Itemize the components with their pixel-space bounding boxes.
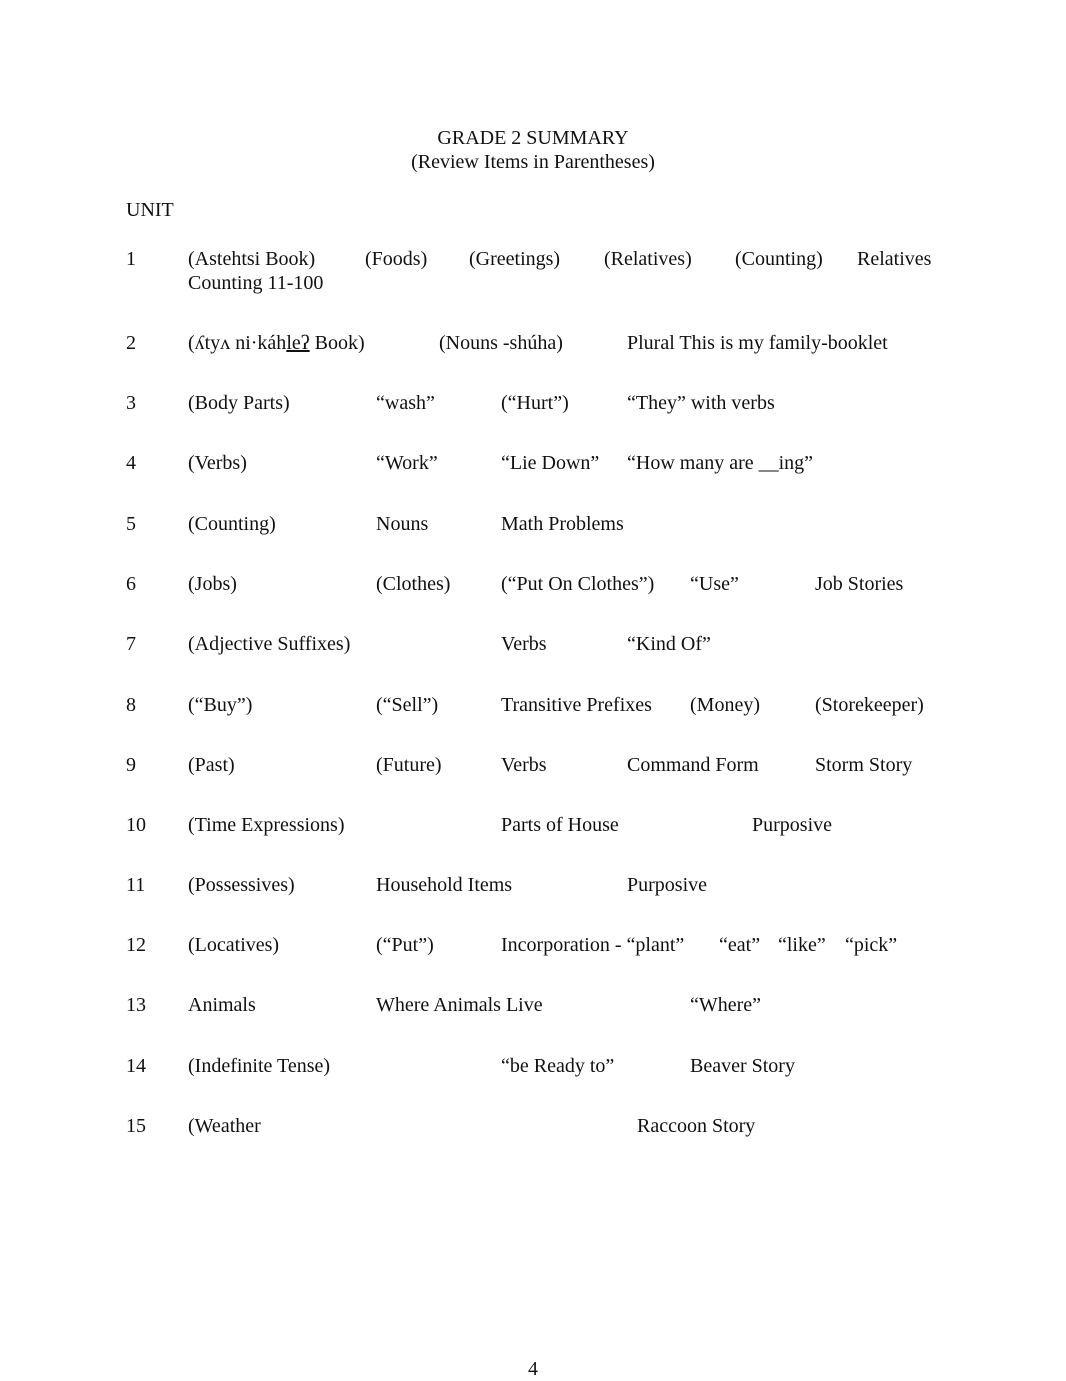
unit-item: Animals <box>188 994 256 1016</box>
unit-item: (Verbs) <box>188 452 247 474</box>
unit-item: “like” <box>778 934 826 956</box>
unit-item: (Astehtsi Book) <box>188 248 316 270</box>
unit-item: “Work” <box>376 452 438 474</box>
unit-item: Nouns <box>376 513 429 535</box>
unit-item: Counting 11-100 <box>188 272 324 294</box>
page-title: GRADE 2 SUMMARY <box>437 127 629 149</box>
unit-number: 10 <box>126 814 146 836</box>
unit-item: Raccoon Story <box>637 1115 756 1137</box>
unit-number: 12 <box>126 934 146 956</box>
unit-item: Where Animals Live <box>376 994 543 1016</box>
unit-item: (“Sell”) <box>376 694 439 716</box>
unit-number: 14 <box>126 1055 146 1077</box>
unit-item: (Possessives) <box>188 874 295 896</box>
unit-item: “They” with verbs <box>627 392 775 414</box>
unit-item: (Counting) <box>188 513 276 535</box>
unit-item: (Money) <box>690 694 760 716</box>
unit-item: Incorporation - “plant” <box>501 934 685 956</box>
unit-item: Purposive <box>627 874 707 896</box>
unit-item: (“Hurt”) <box>501 392 569 414</box>
unit-item-text: (ʎtyʌ ni·káh <box>188 332 287 354</box>
unit-item: (Jobs) <box>188 573 237 595</box>
unit-number: 11 <box>126 874 146 896</box>
unit-item: (Past) <box>188 754 235 776</box>
unit-item: (“Put”) <box>376 934 434 956</box>
unit-item: “pick” <box>845 934 898 956</box>
unit-item: “Use” <box>690 573 739 595</box>
unit-item: (Greetings) <box>469 248 561 270</box>
unit-number: 2 <box>126 332 136 354</box>
unit-item: Relatives <box>857 248 932 270</box>
unit-item: Command Form <box>627 754 759 776</box>
unit-item: (Storekeeper) <box>815 694 924 716</box>
unit-item: Purposive <box>752 814 832 836</box>
unit-number: 15 <box>126 1115 146 1137</box>
unit-item: (Nouns -shúha) <box>439 332 563 354</box>
unit-number: 4 <box>126 452 136 474</box>
unit-item: “be Ready to” <box>501 1055 615 1077</box>
unit-item: (Body Parts) <box>188 392 290 414</box>
unit-item: “Where” <box>690 994 762 1016</box>
unit-item: “eat” <box>719 934 761 956</box>
unit-item: Storm Story <box>815 754 913 776</box>
unit-item: “How many are __ing” <box>627 452 814 474</box>
unit-item: Job Stories <box>815 573 904 595</box>
unit-item: (Indefinite Tense) <box>188 1055 331 1077</box>
unit-number: 6 <box>126 573 136 595</box>
underlined-text: leʔ <box>286 332 310 354</box>
unit-item: (“Put On Clothes”) <box>501 573 655 595</box>
unit-number: 8 <box>126 694 136 716</box>
unit-item: (Relatives) <box>604 248 692 270</box>
unit-number: 3 <box>126 392 136 414</box>
unit-item: Plural This is my family-booklet <box>627 332 888 354</box>
unit-item: Math Problems <box>501 513 624 535</box>
unit-item: Household Items <box>376 874 513 896</box>
unit-number: 1 <box>126 248 136 270</box>
unit-item: Verbs <box>501 754 547 776</box>
unit-item: (Locatives) <box>188 934 280 956</box>
unit-column-header: UNIT <box>126 199 174 221</box>
unit-item: (Counting) <box>735 248 823 270</box>
unit-number: 9 <box>126 754 136 776</box>
unit-number: 7 <box>126 633 136 655</box>
unit-item-booklet <box>188 331 365 355</box>
unit-item: (Weather <box>188 1115 261 1137</box>
unit-item: (Clothes) <box>376 573 451 595</box>
unit-item: “Lie Down” <box>501 452 600 474</box>
unit-item: Beaver Story <box>690 1055 795 1077</box>
unit-item: Parts of House <box>501 814 619 836</box>
unit-item: Transitive Prefixes <box>501 694 652 716</box>
page-number: 4 <box>528 1358 538 1380</box>
unit-item-text: Book) <box>309 332 365 354</box>
unit-item: (“Buy”) <box>188 694 253 716</box>
unit-number: 13 <box>126 994 146 1016</box>
page-subtitle: (Review Items in Parentheses) <box>411 151 655 173</box>
unit-item: (Adjective Suffixes) <box>188 633 351 655</box>
unit-item: (Future) <box>376 754 442 776</box>
unit-item: “Kind Of” <box>627 633 711 655</box>
unit-number: 5 <box>126 513 136 535</box>
unit-item: (Time Expressions) <box>188 814 345 836</box>
unit-item: Verbs <box>501 633 547 655</box>
unit-item: (Foods) <box>365 248 428 270</box>
unit-item: “wash” <box>376 392 435 414</box>
